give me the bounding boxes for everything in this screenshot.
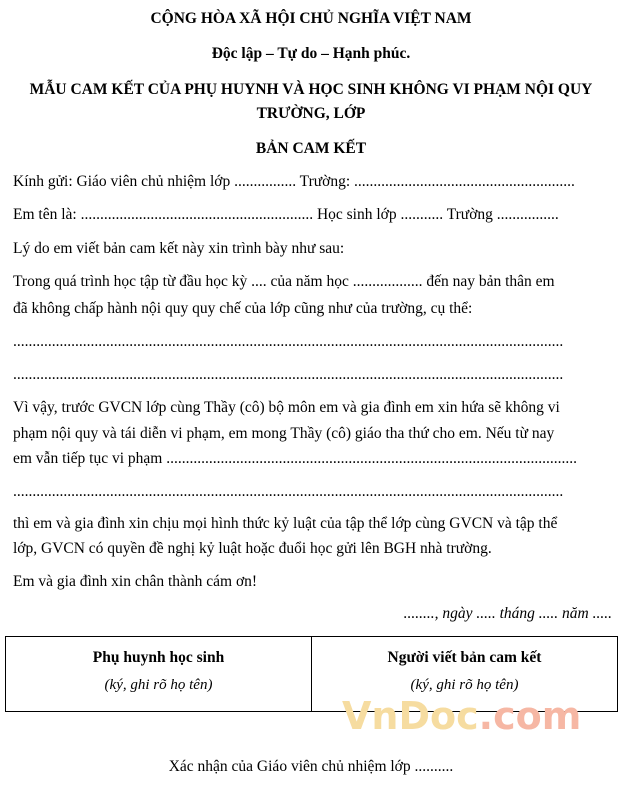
writer-signature-note: (ký, ghi rõ họ tên) xyxy=(410,677,519,693)
watermark-part-1: VnDoc xyxy=(342,694,479,738)
writer-signature-title: Người viết bản cam kết xyxy=(387,649,542,666)
body-line-blank-3: .............................................................................................................................................. xyxy=(13,483,564,500)
body-line-blank-1: .............................................................................................................................................. xyxy=(13,333,564,350)
watermark-part-2: .com xyxy=(478,694,582,738)
vndoc-watermark-logo xyxy=(342,694,581,738)
motto-heading: Độc lập – Tự do – Hạnh phúc. xyxy=(211,45,411,62)
parent-signature-note: (ký, ghi rõ họ tên) xyxy=(104,677,213,693)
body-line-discipline-2: lớp, GVCN có quyền đề nghị kỷ luật hoặc đuổi học gửi lên BGH nhà trường. xyxy=(13,540,492,557)
date-line: ........, ngày ..... tháng ..... năm ..... xyxy=(403,605,612,622)
signature-cell-parent xyxy=(6,637,311,711)
body-line-promise-3: em vẫn tiếp tục vi phạm .......................................................................................................... xyxy=(13,450,577,467)
parent-signature-title: Phụ huynh học sinh xyxy=(92,649,225,666)
body-line-promise-2: phạm nội quy và tái diễn vi phạm, em mong Thầy (cô) giáo tha thứ cho em. Nếu từ nay xyxy=(13,425,555,442)
body-line-discipline-1: thì em và gia đình xin chịu mọi hình thức kỷ luật của tập thể lớp cùng GVCN và tập thể xyxy=(13,515,558,532)
body-line-promise-1: Vì vậy, trước GVCN lớp cùng Thầy (cô) bộ môn em và gia đình em xin hứa sẽ không vi xyxy=(13,399,560,416)
document-title: BẢN CAM KẾT xyxy=(255,140,367,157)
body-line-student-name: Em tên là: ............................................................ Học sinh lớp ........... Trường ................ xyxy=(13,206,559,223)
body-line-thanks: Em và gia đình xin chân thành cám ơn! xyxy=(13,573,258,590)
body-line-blank-2: .............................................................................................................................................. xyxy=(13,366,564,383)
teacher-confirmation: Xác nhận của Giáo viên chủ nhiệm lớp .......... xyxy=(168,758,454,775)
body-line-period: Trong quá trình học tập từ đầu học kỳ .... của năm học .................. đến nay bản thân em xyxy=(13,273,555,290)
nation-heading: CỘNG HÒA XÃ HỘI CHỦ NGHĨA VIỆT NAM xyxy=(150,10,472,27)
form-title: MẪU CAM KẾT CỦA PHỤ HUYNH VÀ HỌC SINH KHÔNG VI PHẠM NỘI QUY TRƯỜNG, LỚP xyxy=(29,81,593,122)
body-line-reason-intro: Lý do em viết bản cam kết này xin trình bày như sau: xyxy=(13,240,345,257)
body-line-addressee: Kính gửi: Giáo viên chủ nhiệm lớp ................ Trường: ......................................................... xyxy=(13,173,575,190)
body-line-noncompliance: đã không chấp hành nội quy quy chế của lớp cũng như của trường, cụ thể: xyxy=(13,300,473,317)
